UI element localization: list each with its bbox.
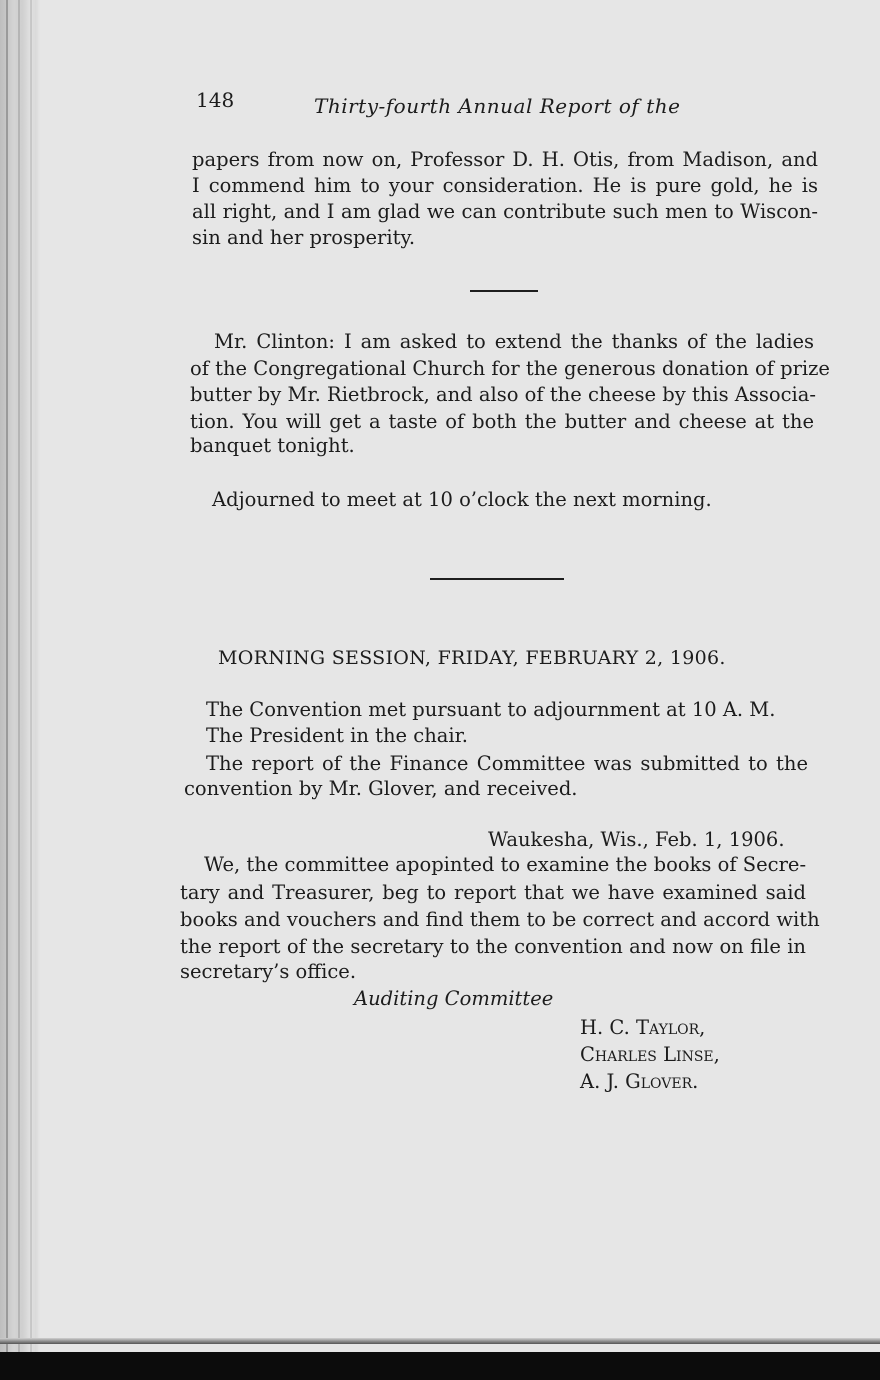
- letter-line: books and vouchers and find them to be correct and accord with: [180, 908, 820, 931]
- text-line: The Convention met pursuant to adjournment at 10 A. M.: [206, 698, 776, 721]
- section-rule: [430, 578, 564, 580]
- running-title: Thirty-fourth Annual Report of the: [314, 94, 681, 118]
- letter-line: the report of the secretary to the convention and now on file in: [180, 935, 806, 958]
- text-line: banquet tonight.: [190, 434, 355, 457]
- letter-line: We, the committee apopinted to examine the books of Secre-: [204, 853, 807, 876]
- signatory: A. J. Glover.: [580, 1070, 699, 1093]
- letter-line: secretary’s office.: [180, 960, 357, 983]
- text-line: sin and her prosperity.: [192, 226, 416, 249]
- session-heading: MORNING SESSION, FRIDAY, FEBRUARY 2, 1906.: [218, 647, 726, 669]
- adjourned-line: Adjourned to meet at 10 o’clock the next morning.: [212, 488, 712, 511]
- text-line: Mr. Clinton: I am asked to extend the thanks of the ladies: [214, 330, 814, 353]
- signatory: Charles Linse,: [580, 1043, 720, 1066]
- text-line: The report of the Finance Committee was submitted to the: [206, 752, 808, 775]
- text-line: The President in the chair.: [206, 724, 468, 747]
- text-line: convention by Mr. Glover, and received.: [184, 777, 578, 800]
- committee-label: Auditing Committee: [354, 987, 554, 1010]
- letter-dateline: Waukesha, Wis., Feb. 1, 1906.: [488, 828, 785, 851]
- text-line: papers from now on, Professor D. H. Otis, from Madison, and: [192, 148, 818, 171]
- text-line: I commend him to your consideration. He is pure gold, he is: [192, 174, 818, 197]
- page-number: 148: [196, 88, 235, 112]
- text-line: butter by Mr. Rietbrock, and also of the cheese by this Associa-: [190, 383, 816, 406]
- letter-line: tary and Treasurer, beg to report that we have examined said: [180, 881, 806, 904]
- signatory: H. C. Taylor,: [580, 1016, 706, 1039]
- section-rule: [470, 290, 538, 292]
- text-line: tion. You will get a taste of both the butter and cheese at the: [190, 410, 814, 433]
- text-line: of the Congregational Church for the generous donation of prize: [190, 357, 830, 380]
- text-line: all right, and I am glad we can contribute such men to Wiscon-: [192, 200, 818, 223]
